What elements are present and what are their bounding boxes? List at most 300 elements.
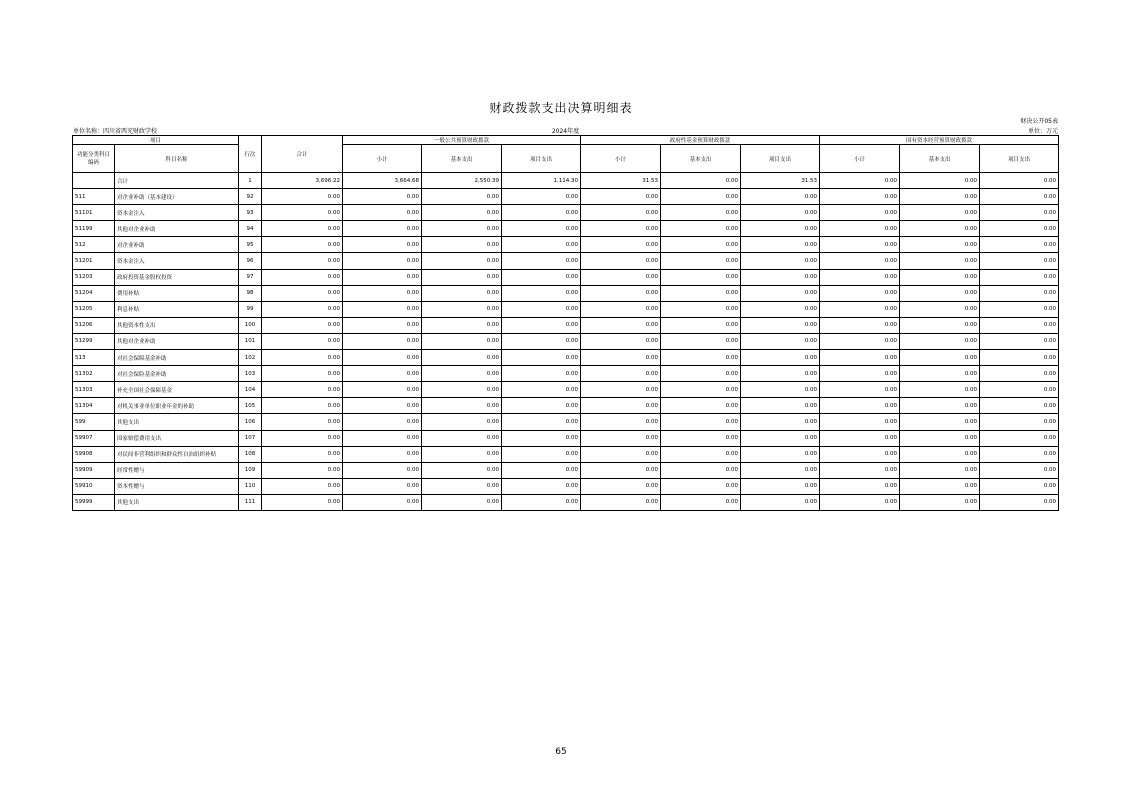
cell-gf-project: 0.00 (741, 350, 820, 366)
cell-subject-code: 51206 (73, 317, 115, 333)
cell-gp-project: 0.00 (502, 285, 581, 301)
cell-sc-project: 0.00 (980, 462, 1059, 478)
cell-gf-basic: 0.00 (661, 414, 741, 430)
cell-gf-project: 0.00 (741, 494, 820, 510)
table-row (73, 317, 1059, 333)
cell-sc-project: 0.00 (980, 382, 1059, 398)
cell-gf-basic: 0.00 (661, 221, 741, 237)
cell-gp-basic: 0.00 (422, 317, 502, 333)
header-sc-subtotal: 小计 (820, 145, 900, 173)
cell-sc-subtotal: 0.00 (820, 221, 900, 237)
cell-row-num: 100 (239, 317, 262, 333)
cell-gp-subtotal: 0.00 (343, 333, 422, 349)
cell-gf-project: 0.00 (741, 269, 820, 285)
cell-sc-subtotal: 0.00 (820, 430, 900, 446)
cell-gf-basic: 0.00 (661, 333, 741, 349)
cell-sc-basic: 0.00 (900, 173, 980, 189)
cell-gp-project: 0.00 (502, 478, 581, 494)
cell-gf-subtotal: 0.00 (581, 350, 661, 366)
cell-gp-subtotal: 0.00 (343, 430, 422, 446)
cell-gp-basic: 0.00 (422, 414, 502, 430)
cell-gp-basic: 0.00 (422, 189, 502, 205)
cell-gf-project: 0.00 (741, 414, 820, 430)
cell-sc-project: 0.00 (980, 173, 1059, 189)
cell-sc-basic: 0.00 (900, 237, 980, 253)
cell-sc-project: 0.00 (980, 189, 1059, 205)
cell-gp-subtotal: 0.00 (343, 478, 422, 494)
cell-sc-subtotal: 0.00 (820, 317, 900, 333)
cell-gf-subtotal: 0.00 (581, 189, 661, 205)
table-row (73, 205, 1059, 221)
cell-gp-basic: 0.00 (422, 382, 502, 398)
cell-sc-basic: 0.00 (900, 398, 980, 414)
cell-subject-code: 51204 (73, 285, 115, 301)
cell-row-num: 94 (239, 221, 262, 237)
cell-gf-project: 0.00 (741, 462, 820, 478)
cell-subject-name: 资本金注入 (115, 205, 239, 221)
cell-gp-subtotal: 0.00 (343, 317, 422, 333)
cell-gf-basic: 0.00 (661, 462, 741, 478)
cell-sc-basic: 0.00 (900, 462, 980, 478)
header-project: 项目 (73, 136, 239, 145)
cell-gp-basic: 0.00 (422, 301, 502, 317)
cell-gf-subtotal: 0.00 (581, 285, 661, 301)
cell-total: 0.00 (262, 430, 343, 446)
cell-gf-subtotal: 0.00 (581, 430, 661, 446)
cell-gf-basic: 0.00 (661, 285, 741, 301)
cell-sc-subtotal: 0.00 (820, 382, 900, 398)
cell-gp-subtotal: 0.00 (343, 398, 422, 414)
amount-unit: 单位：万元 (1027, 128, 1058, 135)
cell-gf-subtotal: 0.00 (581, 382, 661, 398)
cell-subject-code: 51205 (73, 301, 115, 317)
cell-sc-subtotal: 0.00 (820, 398, 900, 414)
cell-gp-project: 0.00 (502, 382, 581, 398)
cell-gf-project: 0.00 (741, 317, 820, 333)
cell-sc-basic: 0.00 (900, 333, 980, 349)
header-general-budget: 一般公共预算财政拨款 (343, 136, 581, 145)
cell-gf-subtotal: 0.00 (581, 333, 661, 349)
cell-row-num: 101 (239, 333, 262, 349)
cell-subject-code: 51304 (73, 398, 115, 414)
cell-row-num: 97 (239, 269, 262, 285)
cell-subject-name: 其他支出 (115, 414, 239, 430)
cell-gf-subtotal: 0.00 (581, 398, 661, 414)
cell-gp-basic: 0.00 (422, 446, 502, 462)
cell-sc-subtotal: 0.00 (820, 237, 900, 253)
cell-gf-project: 0.00 (741, 382, 820, 398)
cell-gf-basic: 0.00 (661, 301, 741, 317)
cell-sc-subtotal: 0.00 (820, 478, 900, 494)
table-row (73, 382, 1059, 398)
table-row (73, 333, 1059, 349)
cell-subject-code: 51201 (73, 253, 115, 269)
cell-sc-project: 0.00 (980, 253, 1059, 269)
cell-row-num: 105 (239, 398, 262, 414)
cell-sc-project: 0.00 (980, 366, 1059, 382)
cell-row-num: 95 (239, 237, 262, 253)
cell-total: 0.00 (262, 494, 343, 510)
cell-gp-project: 0.00 (502, 269, 581, 285)
cell-gp-project: 0.00 (502, 366, 581, 382)
cell-gp-project: 0.00 (502, 446, 581, 462)
cell-gf-subtotal: 0.00 (581, 446, 661, 462)
cell-gp-basic: 0.00 (422, 430, 502, 446)
cell-gp-basic: 0.00 (422, 366, 502, 382)
header-total: 合计 (262, 136, 343, 173)
cell-gf-project: 0.00 (741, 285, 820, 301)
cell-sc-basic: 0.00 (900, 446, 980, 462)
cell-gp-project: 0.00 (502, 317, 581, 333)
cell-gp-subtotal: 0.00 (343, 285, 422, 301)
cell-gf-project: 0.00 (741, 398, 820, 414)
cell-total: 3,696.22 (262, 173, 343, 189)
cell-sc-subtotal: 0.00 (820, 414, 900, 430)
cell-row-num: 92 (239, 189, 262, 205)
cell-gp-basic: 0.00 (422, 462, 502, 478)
cell-total: 0.00 (262, 221, 343, 237)
cell-gf-project: 0.00 (741, 366, 820, 382)
cell-subject-name: 国家赔偿费用支出 (115, 430, 239, 446)
cell-gf-basic: 0.00 (661, 237, 741, 253)
cell-subject-name: 对机关事业单位职业年金的补助 (115, 398, 239, 414)
cell-row-num: 104 (239, 382, 262, 398)
cell-subject-code: 59999 (73, 494, 115, 510)
cell-gf-subtotal: 0.00 (581, 366, 661, 382)
cell-total: 0.00 (262, 301, 343, 317)
cell-gp-subtotal: 0.00 (343, 414, 422, 430)
cell-gf-subtotal: 0.00 (581, 414, 661, 430)
cell-subject-code: 599 (73, 414, 115, 430)
cell-gf-basic: 0.00 (661, 398, 741, 414)
cell-gf-project: 0.00 (741, 301, 820, 317)
table-row (73, 173, 1059, 189)
header-gp-subtotal: 小计 (343, 145, 422, 173)
cell-sc-project: 0.00 (980, 317, 1059, 333)
cell-total: 0.00 (262, 237, 343, 253)
cell-sc-subtotal: 0.00 (820, 333, 900, 349)
cell-gp-project: 0.00 (502, 205, 581, 221)
header-sc-project: 项目支出 (980, 145, 1059, 173)
meta-row (73, 126, 1058, 135)
cell-gf-project: 0.00 (741, 253, 820, 269)
cell-gf-basic: 0.00 (661, 317, 741, 333)
cell-subject-name: 对企业补助 (115, 237, 239, 253)
cell-subject-name: 合计 (115, 173, 239, 189)
table-row (73, 398, 1059, 414)
cell-gp-basic: 0.00 (422, 478, 502, 494)
cell-gp-subtotal: 0.00 (343, 462, 422, 478)
cell-row-num: 109 (239, 462, 262, 478)
cell-total: 0.00 (262, 398, 343, 414)
cell-sc-subtotal: 0.00 (820, 253, 900, 269)
cell-row-num: 111 (239, 494, 262, 510)
cell-row-num: 108 (239, 446, 262, 462)
table-row (73, 221, 1059, 237)
cell-subject-name: 对社会保险基金补助 (115, 366, 239, 382)
cell-subject-name: 其他对企业补助 (115, 221, 239, 237)
cell-gp-project: 0.00 (502, 253, 581, 269)
table-row (73, 446, 1059, 462)
cell-gp-project: 0.00 (502, 414, 581, 430)
cell-total: 0.00 (262, 189, 343, 205)
table-body (73, 173, 1059, 511)
cell-gf-basic: 0.00 (661, 382, 741, 398)
table-row (73, 414, 1059, 430)
cell-gf-project: 0.00 (741, 189, 820, 205)
cell-gp-subtotal: 0.00 (343, 382, 422, 398)
cell-gp-basic: 0.00 (422, 253, 502, 269)
table-row (73, 494, 1059, 510)
cell-sc-basic: 0.00 (900, 382, 980, 398)
cell-subject-code: 59907 (73, 430, 115, 446)
cell-subject-code: 51199 (73, 221, 115, 237)
cell-gf-project: 0.00 (741, 237, 820, 253)
cell-gp-basic: 0.00 (422, 269, 502, 285)
cell-row-num: 110 (239, 478, 262, 494)
cell-gp-basic: 0.00 (422, 350, 502, 366)
table-row (73, 478, 1059, 494)
cell-gp-subtotal: 0.00 (343, 221, 422, 237)
cell-gp-project: 0.00 (502, 189, 581, 205)
cell-gf-project: 31.53 (741, 173, 820, 189)
cell-row-num: 98 (239, 285, 262, 301)
cell-subject-name: 资本金注入 (115, 253, 239, 269)
cell-sc-basic: 0.00 (900, 430, 980, 446)
cell-total: 0.00 (262, 446, 343, 462)
cell-total: 0.00 (262, 366, 343, 382)
cell-subject-code: 59910 (73, 478, 115, 494)
cell-subject-name: 补充全国社会保障基金 (115, 382, 239, 398)
cell-sc-basic: 0.00 (900, 350, 980, 366)
header-gp-project: 项目支出 (502, 145, 581, 173)
cell-total: 0.00 (262, 350, 343, 366)
cell-row-num: 1 (239, 173, 262, 189)
cell-sc-subtotal: 0.00 (820, 366, 900, 382)
cell-sc-subtotal: 0.00 (820, 446, 900, 462)
cell-subject-code: 51302 (73, 366, 115, 382)
cell-subject-name: 经常性赠与 (115, 462, 239, 478)
cell-subject-name: 其他支出 (115, 494, 239, 510)
cell-gp-project: 0.00 (502, 494, 581, 510)
cell-gf-project: 0.00 (741, 205, 820, 221)
cell-total: 0.00 (262, 414, 343, 430)
header-gp-basic: 基本支出 (422, 145, 502, 173)
table-row (73, 253, 1059, 269)
cell-sc-subtotal: 0.00 (820, 269, 900, 285)
cell-gp-basic: 0.00 (422, 285, 502, 301)
table-row (73, 285, 1059, 301)
cell-gf-basic: 0.00 (661, 269, 741, 285)
cell-subject-name: 其他对企业补助 (115, 333, 239, 349)
cell-subject-name: 资本性赠与 (115, 478, 239, 494)
cell-subject-name: 对社会保障基金补助 (115, 350, 239, 366)
cell-total: 0.00 (262, 285, 343, 301)
cell-gf-subtotal: 0.00 (581, 221, 661, 237)
document-title: 财政拨款支出决算明细表 (489, 101, 633, 115)
header-gf-subtotal: 小计 (581, 145, 661, 173)
cell-total: 0.00 (262, 317, 343, 333)
cell-sc-subtotal: 0.00 (820, 173, 900, 189)
cell-gp-subtotal: 0.00 (343, 350, 422, 366)
cell-sc-subtotal: 0.00 (820, 205, 900, 221)
cell-sc-project: 0.00 (980, 221, 1059, 237)
cell-sc-basic: 0.00 (900, 366, 980, 382)
cell-sc-subtotal: 0.00 (820, 189, 900, 205)
form-code: 财决公开05表 (1020, 118, 1058, 125)
cell-subject-code (73, 173, 115, 189)
cell-gf-subtotal: 0.00 (581, 462, 661, 478)
cell-subject-code: 512 (73, 237, 115, 253)
cell-gp-subtotal: 0.00 (343, 366, 422, 382)
fiscal-year: 2024年度 (551, 128, 580, 135)
cell-gf-basic: 0.00 (661, 205, 741, 221)
cell-gp-project: 0.00 (502, 430, 581, 446)
table-row (73, 301, 1059, 317)
cell-gf-subtotal: 0.00 (581, 253, 661, 269)
cell-sc-project: 0.00 (980, 269, 1059, 285)
cell-sc-basic: 0.00 (900, 189, 980, 205)
cell-gp-subtotal: 0.00 (343, 494, 422, 510)
header-sc-basic: 基本支出 (900, 145, 980, 173)
cell-row-num: 93 (239, 205, 262, 221)
cell-total: 0.00 (262, 253, 343, 269)
page-number: 65 (555, 747, 567, 757)
cell-gf-basic: 0.00 (661, 366, 741, 382)
cell-sc-project: 0.00 (980, 414, 1059, 430)
cell-gp-project: 0.00 (502, 221, 581, 237)
cell-gf-subtotal: 0.00 (581, 301, 661, 317)
table-row (73, 189, 1059, 205)
cell-total: 0.00 (262, 478, 343, 494)
cell-gf-basic: 0.00 (661, 253, 741, 269)
cell-sc-project: 0.00 (980, 350, 1059, 366)
cell-gf-project: 0.00 (741, 446, 820, 462)
cell-subject-code: 51203 (73, 269, 115, 285)
cell-total: 0.00 (262, 269, 343, 285)
cell-total: 0.00 (262, 205, 343, 221)
cell-sc-basic: 0.00 (900, 301, 980, 317)
cell-total: 0.00 (262, 462, 343, 478)
cell-gp-project: 0.00 (502, 237, 581, 253)
cell-subject-name: 费用补贴 (115, 285, 239, 301)
cell-gp-subtotal: 0.00 (343, 301, 422, 317)
cell-subject-code: 59909 (73, 462, 115, 478)
cell-sc-project: 0.00 (980, 398, 1059, 414)
cell-subject-name: 对民间非营利组织和群众性自治组织补贴 (115, 446, 239, 462)
table-row (73, 269, 1059, 285)
cell-subject-code: 59908 (73, 446, 115, 462)
header-gf-project: 项目支出 (741, 145, 820, 173)
cell-gf-basic: 0.00 (661, 350, 741, 366)
cell-sc-subtotal: 0.00 (820, 350, 900, 366)
cell-sc-project: 0.00 (980, 446, 1059, 462)
cell-gf-subtotal: 0.00 (581, 269, 661, 285)
cell-gp-project: 0.00 (502, 398, 581, 414)
cell-gf-basic: 0.00 (661, 173, 741, 189)
cell-total: 0.00 (262, 333, 343, 349)
cell-subject-code: 513 (73, 350, 115, 366)
cell-gp-basic: 2,550.39 (422, 173, 502, 189)
cell-row-num: 107 (239, 430, 262, 446)
header-subject-code: 功能分类科目编码 (73, 145, 115, 173)
cell-gp-project: 1,114.30 (502, 173, 581, 189)
cell-gp-basic: 0.00 (422, 205, 502, 221)
cell-subject-code: 51101 (73, 205, 115, 221)
cell-row-num: 102 (239, 350, 262, 366)
cell-sc-subtotal: 0.00 (820, 285, 900, 301)
cell-gf-project: 0.00 (741, 430, 820, 446)
cell-subject-name: 利息补贴 (115, 301, 239, 317)
cell-gp-project: 0.00 (502, 462, 581, 478)
cell-gf-basic: 0.00 (661, 430, 741, 446)
cell-gp-project: 0.00 (502, 301, 581, 317)
cell-gf-project: 0.00 (741, 478, 820, 494)
cell-gp-subtotal: 0.00 (343, 269, 422, 285)
header-state-capital: 国有资本经营预算财政拨款 (820, 136, 1059, 145)
table-row (73, 350, 1059, 366)
table-row (73, 366, 1059, 382)
cell-gp-basic: 0.00 (422, 494, 502, 510)
cell-gp-subtotal: 0.00 (343, 253, 422, 269)
cell-subject-name: 对企业补助（基本建设） (115, 189, 239, 205)
cell-gp-basic: 0.00 (422, 237, 502, 253)
cell-gp-project: 0.00 (502, 333, 581, 349)
cell-subject-name: 其他资本性支出 (115, 317, 239, 333)
cell-gp-subtotal: 3,664.68 (343, 173, 422, 189)
cell-sc-project: 0.00 (980, 430, 1059, 446)
cell-sc-subtotal: 0.00 (820, 494, 900, 510)
cell-sc-basic: 0.00 (900, 205, 980, 221)
cell-sc-basic: 0.00 (900, 253, 980, 269)
cell-subject-code: 51303 (73, 382, 115, 398)
cell-gp-basic: 0.00 (422, 333, 502, 349)
cell-gp-subtotal: 0.00 (343, 446, 422, 462)
table-row (73, 462, 1059, 478)
cell-sc-subtotal: 0.00 (820, 462, 900, 478)
cell-total: 0.00 (262, 382, 343, 398)
cell-row-num: 106 (239, 414, 262, 430)
cell-gf-basic: 0.00 (661, 494, 741, 510)
cell-gf-basic: 0.00 (661, 446, 741, 462)
cell-sc-project: 0.00 (980, 237, 1059, 253)
cell-gf-subtotal: 0.00 (581, 494, 661, 510)
cell-sc-project: 0.00 (980, 333, 1059, 349)
cell-sc-project: 0.00 (980, 494, 1059, 510)
cell-gf-subtotal: 0.00 (581, 205, 661, 221)
cell-sc-basic: 0.00 (900, 317, 980, 333)
table-row (73, 430, 1059, 446)
cell-gp-subtotal: 0.00 (343, 205, 422, 221)
cell-gp-basic: 0.00 (422, 221, 502, 237)
cell-gf-subtotal: 0.00 (581, 317, 661, 333)
cell-sc-basic: 0.00 (900, 221, 980, 237)
cell-row-num: 103 (239, 366, 262, 382)
header-row-num: 行次 (239, 136, 262, 173)
cell-subject-code: 51299 (73, 333, 115, 349)
header-subject-name: 科目名称 (115, 145, 239, 173)
cell-gf-project: 0.00 (741, 221, 820, 237)
cell-sc-project: 0.00 (980, 301, 1059, 317)
cell-sc-subtotal: 0.00 (820, 301, 900, 317)
header-gov-fund: 政府性基金预算财政拨款 (581, 136, 820, 145)
table-row (73, 237, 1059, 253)
cell-subject-code: 511 (73, 189, 115, 205)
cell-gp-basic: 0.00 (422, 398, 502, 414)
cell-sc-project: 0.00 (980, 478, 1059, 494)
cell-row-num: 96 (239, 253, 262, 269)
cell-gf-basic: 0.00 (661, 189, 741, 205)
